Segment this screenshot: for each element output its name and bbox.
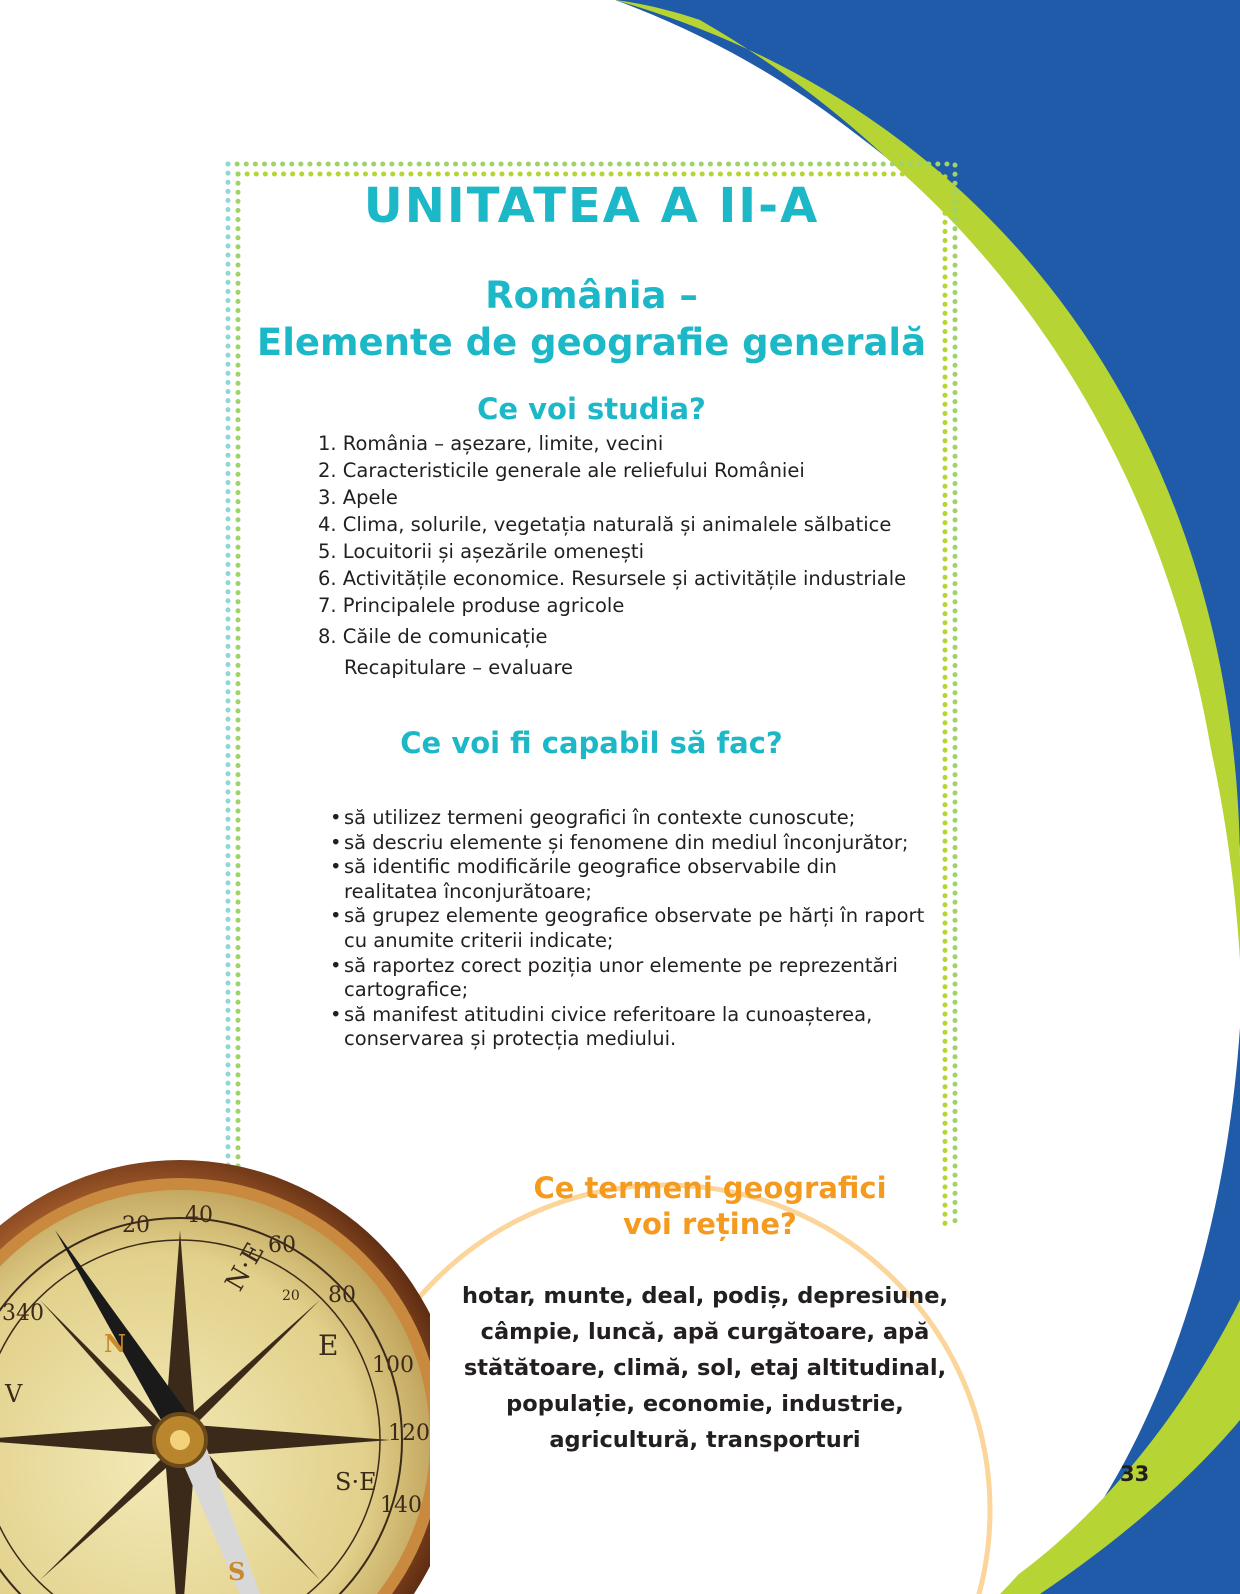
compass-label-80: 80 [328, 1283, 356, 1308]
bullet: • [330, 904, 342, 928]
skills-list [330, 806, 930, 1052]
page-number: 33 [1120, 1462, 1150, 1486]
list-item [330, 855, 930, 904]
list-item: 3. Apele [318, 486, 398, 509]
bullet: • [330, 806, 342, 829]
compass-label-e: E [318, 1329, 339, 1362]
compass-label-ne: N·E [219, 1237, 271, 1297]
list-item [330, 954, 930, 1003]
list-item [330, 904, 930, 953]
list-item [330, 1003, 930, 1052]
list-item [330, 831, 930, 856]
unit-title: UNITATEA A II-A [363, 178, 820, 234]
bullet: • [330, 830, 342, 854]
list-item: 6. Activitățile economice. Resursele și activitățile industriale [318, 567, 907, 590]
terms-text: hotar, munte, deal, podiș, depresiune, câmpie, luncă, apă curgătoare, apă stătătoare, climă, sol, etaj altitudinal, populație, economie, industrie, agricultură, transporturi [461, 1283, 949, 1453]
skill-text: să manifest atitudini civice referitoare la cunoașterea, conservarea și protecția mediului. [344, 1002, 873, 1051]
subtitle-line-2: Elemente de geografie generală [256, 321, 927, 364]
compass-label-140: 140 [380, 1493, 422, 1518]
skill-text: să identific modificările geografice observabile din realitatea înconjurătoare; [344, 855, 837, 903]
study-list [318, 430, 906, 650]
bullet: • [330, 1002, 342, 1026]
compass-label-n: N [104, 1329, 126, 1358]
compass-label-s: S [228, 1557, 246, 1586]
compass-label-120: 120 [388, 1421, 430, 1446]
bullet: • [330, 855, 342, 879]
terms-heading-line-2: voi reține? [623, 1207, 797, 1241]
compass-label-60: 60 [268, 1233, 296, 1258]
skill-text: să grupez elemente geografice observate pe hărți în raport cu anumite criterii indicate; [344, 904, 925, 952]
chapter-subtitle [224, 272, 959, 366]
compass-label-se: S·E [335, 1468, 377, 1496]
recap-item: Recapitulare – evaluare [344, 656, 574, 679]
terms-heading-line-1: Ce termeni geografici [533, 1171, 887, 1205]
compass-label-w: V [5, 1380, 23, 1408]
list-item: 8. Căile de comunicație [318, 625, 548, 648]
list-item: 4. Clima, solurile, vegetația naturală și animalele sălbatice [318, 513, 892, 536]
compass-image [0, 1140, 430, 1594]
bullet: • [330, 953, 342, 977]
list-item: 2. Caracteristicile generale ale reliefului României [318, 459, 805, 482]
compass-label-340: 340 [2, 1301, 44, 1326]
skill-text: să utilizez termeni geografici în contexte cunoscute; [344, 806, 856, 829]
skill-text: să raportez corect poziția unor elemente pe reprezentări cartografice; [344, 953, 898, 1002]
compass-label-40: 40 [185, 1203, 213, 1228]
compass-label-20: 20 [122, 1213, 150, 1238]
compass-label-20b: 20 [282, 1288, 300, 1304]
skills-heading: Ce voi fi capabil să fac? [400, 726, 783, 760]
list-item [330, 806, 930, 831]
list-item: 7. Principalele produse agricole [318, 594, 625, 617]
list-item: 5. Locuitorii și așezările omenești [318, 540, 644, 563]
subtitle-line-1: România – [485, 274, 698, 317]
compass-label-100: 100 [372, 1353, 414, 1378]
terms-heading [490, 1170, 930, 1242]
list-item: 1. România – așezare, limite, vecini [318, 432, 664, 455]
study-heading: Ce voi studia? [477, 392, 706, 426]
skill-text: să descriu elemente și fenomene din mediul înconjurător; [344, 830, 909, 854]
